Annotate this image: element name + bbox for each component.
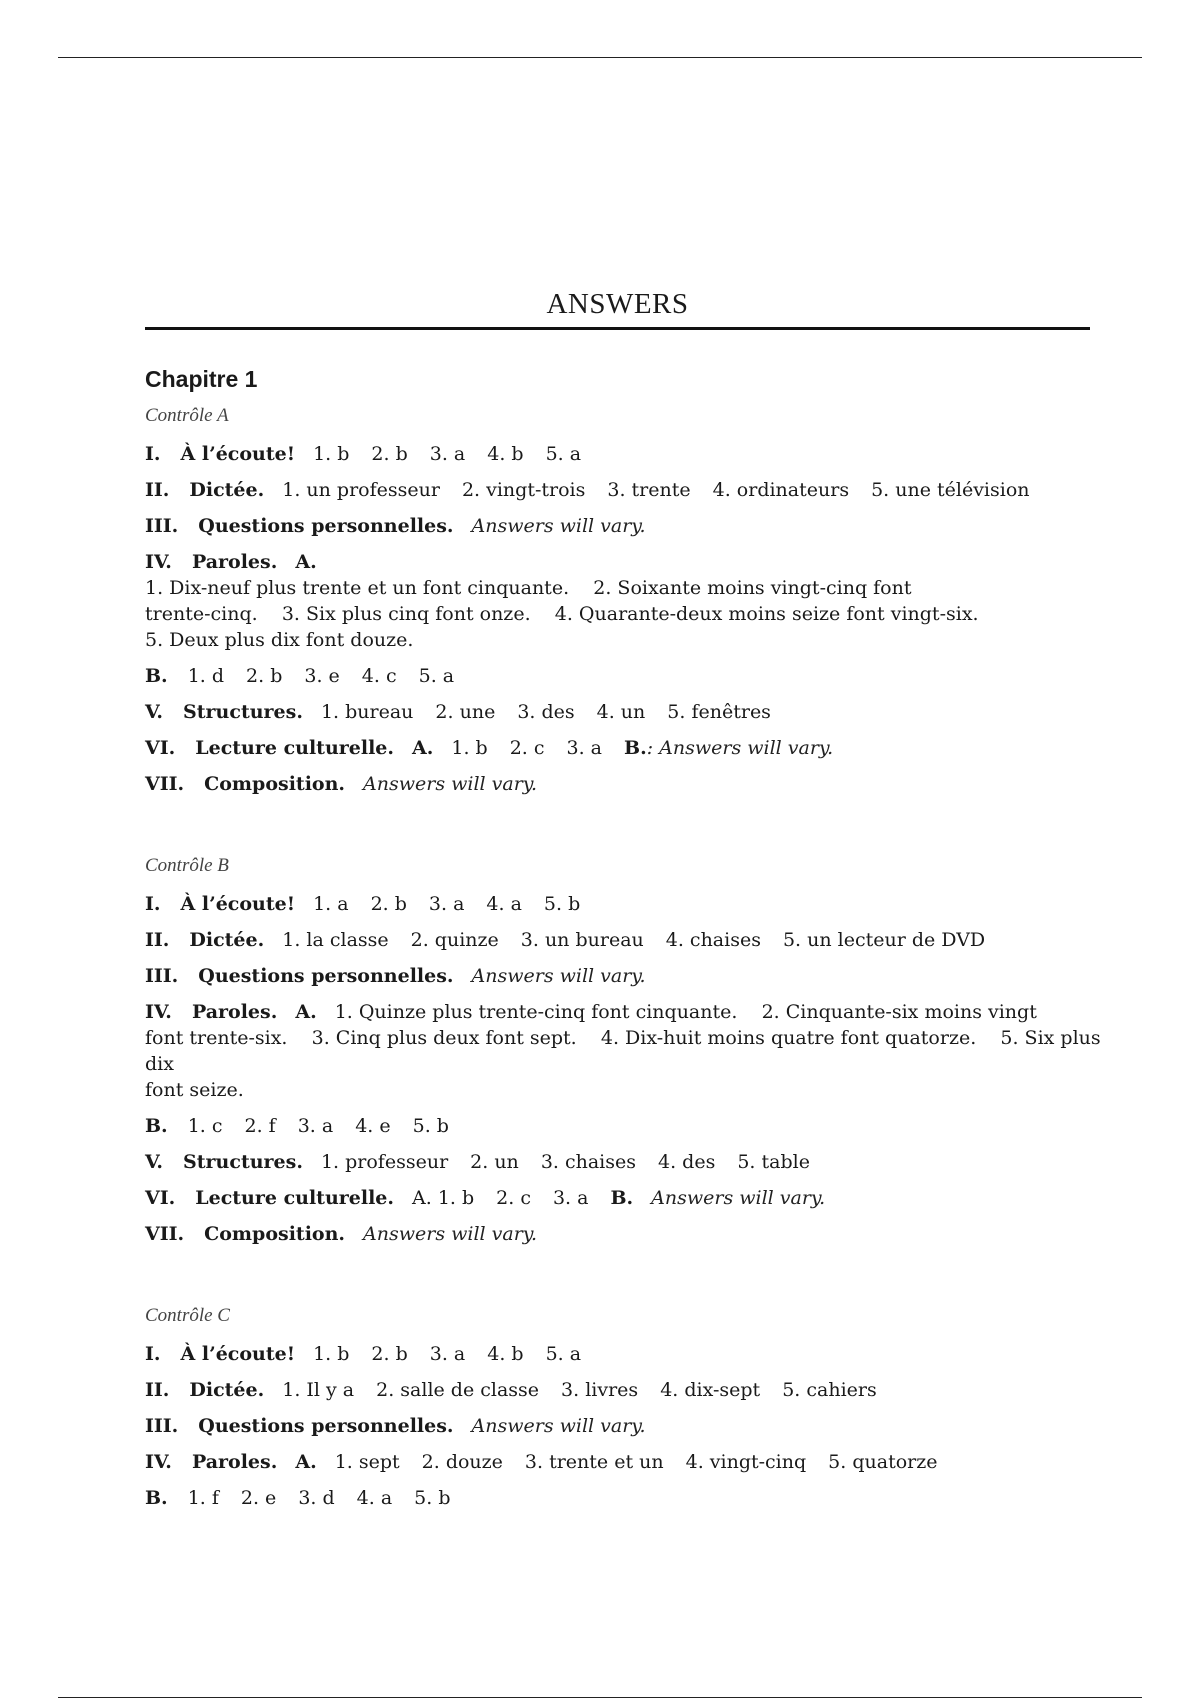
answer-line	[145, 771, 1090, 797]
item-number: IV.	[145, 1451, 172, 1473]
answer-choice: 2. c	[496, 1187, 531, 1209]
item-label: À l’écoute!	[180, 1343, 296, 1365]
answer-choice: 2. c	[509, 737, 545, 759]
item-number: IV.	[145, 551, 172, 573]
sub-label: A.	[412, 1187, 432, 1209]
answer-line	[145, 549, 1090, 653]
sub-label: A.	[295, 551, 317, 573]
answer-choice: 5. b	[414, 1487, 451, 1509]
answer-choice: 4. b	[487, 1343, 524, 1365]
answer-choice: 1. professeur	[320, 1151, 449, 1173]
answer-choice: 2. douze	[421, 1451, 503, 1473]
answer-choice: 1. bureau	[320, 701, 414, 723]
answer-choice: 5. a	[545, 1343, 582, 1365]
item-label: Lecture culturelle.	[195, 737, 394, 759]
answer-text-line: 1. Quinze plus trente-cinq font cinquante. 2. Cinquante-six moins vingt	[334, 1001, 1037, 1023]
item-number: II.	[145, 929, 170, 951]
answer-choice: 5. a	[545, 443, 582, 465]
answer-choice: 3. a	[552, 1187, 589, 1209]
answer-choice: 5. table	[737, 1151, 810, 1173]
item-label: Composition.	[204, 773, 346, 795]
item-label: Structures.	[183, 701, 303, 723]
answer-choice: 4. b	[487, 443, 524, 465]
answers-vary: Answers will vary.	[471, 515, 646, 537]
answer-choice: 3. a	[429, 443, 466, 465]
answer-choice: 1. b	[313, 443, 350, 465]
bottom-rule	[58, 1697, 1142, 1698]
answer-choice: 4. chaises	[665, 929, 761, 951]
chapter-heading: Chapitre 1	[145, 366, 258, 392]
item-label: Paroles.	[191, 551, 278, 573]
answer-choice: 3. livres	[561, 1379, 639, 1401]
answer-line	[145, 1185, 1090, 1211]
answer-choice: 4. un	[596, 701, 646, 723]
answer-line	[145, 1221, 1090, 1247]
answer-choice: 1. Il y a	[282, 1379, 355, 1401]
answer-line	[145, 663, 1090, 689]
answer-choice: 5. b	[412, 1115, 449, 1137]
answer-line	[145, 1377, 1090, 1403]
answer-choice: 5. quatorze	[828, 1451, 938, 1473]
item-number: III.	[145, 965, 179, 987]
answer-text-line: dix	[145, 1053, 174, 1075]
controle-section	[145, 1305, 1090, 1511]
item-number: III.	[145, 1415, 179, 1437]
item-label: Structures.	[183, 1151, 303, 1173]
answer-choice: 2. b	[246, 665, 283, 687]
answer-line	[145, 699, 1090, 725]
answer-choice: 3. a	[429, 1343, 466, 1365]
answer-choice: 3. trente et un	[524, 1451, 664, 1473]
item-number: III.	[145, 515, 179, 537]
item-number: VII.	[145, 1223, 185, 1245]
controle-heading: Contrôle C	[145, 1305, 230, 1326]
answer-line	[145, 513, 1090, 539]
answer-line	[145, 963, 1090, 989]
answer-choice: 5. fenêtres	[667, 701, 771, 723]
answer-choice: 4. ordinateurs	[712, 479, 850, 501]
item-label: À l’écoute!	[180, 443, 296, 465]
item-number: VI.	[145, 737, 176, 759]
answer-choice: 2. vingt-trois	[461, 479, 586, 501]
controle-heading: Contrôle A	[145, 405, 229, 426]
answers-vary: : Answers will vary.	[646, 737, 834, 759]
item-number: B.	[145, 665, 168, 687]
answer-line	[145, 735, 1090, 761]
answer-line	[145, 1413, 1090, 1439]
answer-choice: 3. trente	[607, 479, 691, 501]
item-number: VII.	[145, 773, 185, 795]
item-label: Composition.	[204, 1223, 346, 1245]
answer-choice: 3. un bureau	[520, 929, 644, 951]
answer-line	[145, 891, 1090, 917]
answer-choice: 2. e	[240, 1487, 277, 1509]
answer-choice: 1. un professeur	[282, 479, 440, 501]
answer-choice: 1. f	[187, 1487, 219, 1509]
item-number: IV.	[145, 1001, 172, 1023]
answers-vary: Answers will vary.	[363, 773, 538, 795]
item-number: I.	[145, 893, 161, 915]
answer-line	[145, 927, 1090, 953]
answer-line	[145, 1149, 1090, 1175]
controle-section	[145, 855, 1101, 1247]
answer-choice: 4. dix-sept	[660, 1379, 761, 1401]
answer-choice: 1. a	[313, 893, 349, 915]
answer-text-line: font seize.	[145, 1079, 244, 1101]
answer-choice: 2. quinze	[410, 929, 499, 951]
item-label: Questions personnelles.	[198, 515, 454, 537]
answer-choice: 4. des	[658, 1151, 716, 1173]
answer-choice: 1. b	[313, 1343, 350, 1365]
item-number: I.	[145, 443, 161, 465]
page-title: ANSWERS	[145, 288, 1090, 330]
answer-choice: 4. a	[356, 1487, 393, 1509]
answer-sections	[145, 405, 1101, 1511]
answer-choice: 4. e	[355, 1115, 391, 1137]
answer-choice: 2. f	[244, 1115, 276, 1137]
item-number: B.	[145, 1487, 168, 1509]
answer-line	[145, 1113, 1090, 1139]
answer-choice: 5. cahiers	[782, 1379, 877, 1401]
answer-choice: 2. une	[435, 701, 496, 723]
answer-choice: 3. d	[298, 1487, 335, 1509]
answer-choice: 1. b	[437, 1187, 475, 1209]
answer-choice: 3. des	[517, 701, 575, 723]
answer-choice: 3. a	[428, 893, 465, 915]
answer-choice: 3. a	[566, 737, 603, 759]
item-number: II.	[145, 479, 170, 501]
answer-choice: 4. c	[361, 665, 397, 687]
item-number: I.	[145, 1343, 161, 1365]
item-label: Dictée.	[189, 929, 265, 951]
answer-choice: 1. c	[187, 1115, 223, 1137]
sub-label: A.	[295, 1451, 317, 1473]
answer-line	[145, 441, 1090, 467]
answers-vary: Answers will vary.	[651, 1187, 826, 1209]
answer-line	[145, 999, 1101, 1103]
item-label: Questions personnelles.	[198, 965, 454, 987]
answer-choice: 2. b	[371, 443, 408, 465]
answer-choice: 5. b	[543, 893, 581, 915]
answer-line	[145, 1449, 1090, 1475]
answer-choice: 1. la classe	[282, 929, 389, 951]
item-number: II.	[145, 1379, 170, 1401]
item-number: VI.	[145, 1187, 176, 1209]
item-number: B.	[145, 1115, 168, 1137]
answer-text-line: 1. Dix-neuf plus trente et un font cinquante. 2. Soixante moins vingt-cinq font	[145, 577, 912, 599]
item-label: Dictée.	[189, 1379, 265, 1401]
answer-choice: 4. a	[486, 893, 522, 915]
controle-section	[145, 405, 1090, 797]
answer-choice: 2. un	[470, 1151, 519, 1173]
answers-vary: Answers will vary.	[471, 965, 646, 987]
answer-choice: 3. chaises	[540, 1151, 637, 1173]
answer-choice: 5. une télévision	[871, 479, 1030, 501]
answer-choice: 1. sept	[334, 1451, 400, 1473]
answers-vary: Answers will vary.	[471, 1415, 646, 1437]
answer-text-line: trente-cinq. 3. Six plus cinq font onze. 4. Quarante-deux moins seize font vingt-six.	[145, 603, 979, 625]
sub-label: B.	[624, 737, 647, 759]
sub-label: B.	[610, 1187, 634, 1209]
item-number: V.	[145, 1151, 164, 1173]
item-label: Dictée.	[189, 479, 265, 501]
sub-label: A.	[412, 737, 434, 759]
answer-choice: 3. e	[304, 665, 340, 687]
answer-line	[145, 1341, 1090, 1367]
answer-choice: 5. a	[418, 665, 455, 687]
item-label: Paroles.	[191, 1451, 278, 1473]
answer-choice: 4. vingt-cinq	[685, 1451, 807, 1473]
controle-heading: Contrôle B	[145, 855, 229, 876]
page-content	[145, 288, 1101, 1569]
answers-vary: Answers will vary.	[363, 1223, 538, 1245]
answer-choice: 1. d	[187, 665, 225, 687]
answer-line	[145, 477, 1090, 503]
item-label: À l’écoute!	[180, 893, 296, 915]
answer-choice: 1. b	[451, 737, 488, 759]
answer-choice: 3. a	[297, 1115, 334, 1137]
answer-text-line: 5. Deux plus dix font douze.	[145, 629, 414, 651]
top-rule	[58, 57, 1142, 58]
item-label: Questions personnelles.	[198, 1415, 454, 1437]
item-label: Paroles.	[191, 1001, 278, 1023]
answer-choice: 5. un lecteur de DVD	[782, 929, 986, 951]
item-label: Lecture culturelle.	[195, 1187, 394, 1209]
answer-choice: 2. salle de classe	[376, 1379, 540, 1401]
sub-label: A.	[295, 1001, 317, 1023]
answer-line	[145, 1485, 1090, 1511]
item-number: V.	[145, 701, 164, 723]
answer-choice: 2. b	[371, 1343, 408, 1365]
answer-choice: 2. b	[370, 893, 407, 915]
answer-text-line: font trente-six. 3. Cinq plus deux font sept. 4. Dix-huit moins quatre font quatorze. 5. Six plus	[145, 1027, 1101, 1049]
